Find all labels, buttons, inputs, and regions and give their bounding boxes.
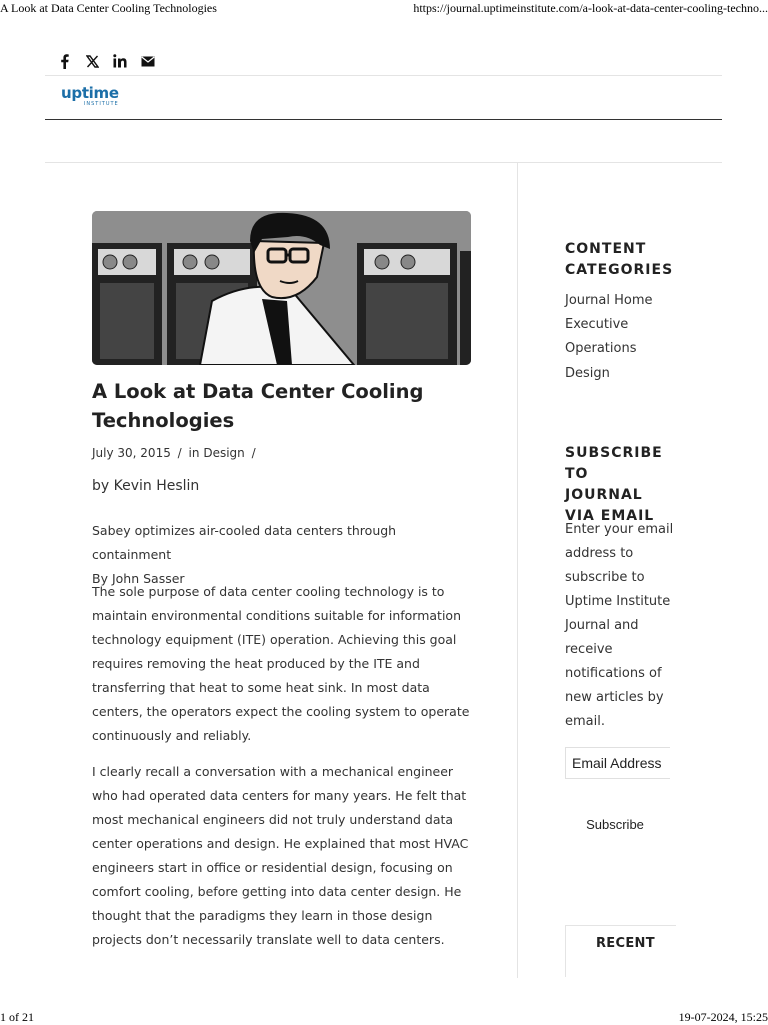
content-top-divider — [45, 162, 722, 163]
sidebar-item-design[interactable]: Design — [565, 366, 610, 381]
sidebar-item-journal-home[interactable]: Journal Home — [565, 293, 653, 308]
uptime-logo[interactable] — [61, 86, 119, 108]
print-page-count: 1 of 21 — [0, 1010, 34, 1024]
print-url: https://journal.uptimeinstitute.com/a-look-at-data-center-cooling-techno... — [413, 1, 768, 15]
category-link[interactable]: Design — [203, 446, 245, 460]
article-paragraph-1: The sole purpose of data center cooling technology is to maintain environmental conditions suitable for information technology equipment (ITE) operation. Achieving this goal requires removing the heat produced by the ITE and transferring that heat to some heat sink. In most data centers, the operators expect the cooling system to operate continuously and reliably. — [92, 584, 470, 743]
subscribe-description: Enter your email address to subscribe to Uptime Institute Journal and receive notifications of new articles by email. — [565, 522, 674, 729]
linkedin-icon[interactable] — [111, 53, 129, 69]
recent-heading: RECENT — [596, 936, 655, 951]
sidebar-divider — [517, 163, 518, 978]
print-datetime: 19-07-2024, 15:25 — [678, 1010, 768, 1024]
facebook-icon[interactable] — [55, 53, 73, 69]
logo-subtitle: INSTITUTE — [83, 101, 119, 107]
category-prefix: in — [188, 446, 200, 460]
article-byline: by Kevin Heslin — [92, 478, 200, 494]
email-field[interactable] — [565, 747, 670, 779]
article-meta — [92, 446, 256, 460]
header-divider — [45, 75, 722, 76]
social-share-bar — [55, 53, 157, 69]
subscribe-button[interactable]: Subscribe — [575, 811, 655, 837]
article-hero-image — [92, 211, 471, 365]
print-page-title: A Look at Data Center Cooling Technologies — [0, 1, 217, 15]
header-bottom-rule — [45, 119, 722, 120]
recent-posts-widget — [565, 925, 676, 977]
meta-separator: / — [177, 446, 182, 460]
email-icon[interactable] — [139, 53, 157, 69]
x-icon[interactable] — [83, 53, 101, 69]
sidebar-item-executive[interactable]: Executive — [565, 317, 629, 332]
logo-wordmark: uptime — [61, 84, 119, 102]
content-categories-heading: CONTENT CATEGORIES — [565, 241, 674, 278]
article-date: July 30, 2015 — [92, 446, 171, 460]
sidebar-item-operations[interactable]: Operations — [565, 341, 637, 356]
article-paragraph-2: I clearly recall a conversation with a mechanical engineer who had operated data centers for many years. He felt that most mechanical engineers did not truly understand data center operations and design. He explained that most HVAC engineers start in office or residential design, focusing on comfort cooling, before getting into data center design. He thought that the paradigms they learn in those design projects don’t necessarily translate well to data centers. — [92, 764, 469, 947]
subscribe-heading: SUBSCRIBE TO JOURNAL VIA EMAIL — [565, 445, 663, 524]
subtitle-line: Sabey optimizes air-cooled data centers through containment — [92, 523, 397, 562]
meta-separator: / — [251, 446, 256, 460]
article-title: A Look at Data Center Cooling Technologies — [92, 380, 424, 432]
author-line: By John Sasser — [92, 571, 185, 586]
